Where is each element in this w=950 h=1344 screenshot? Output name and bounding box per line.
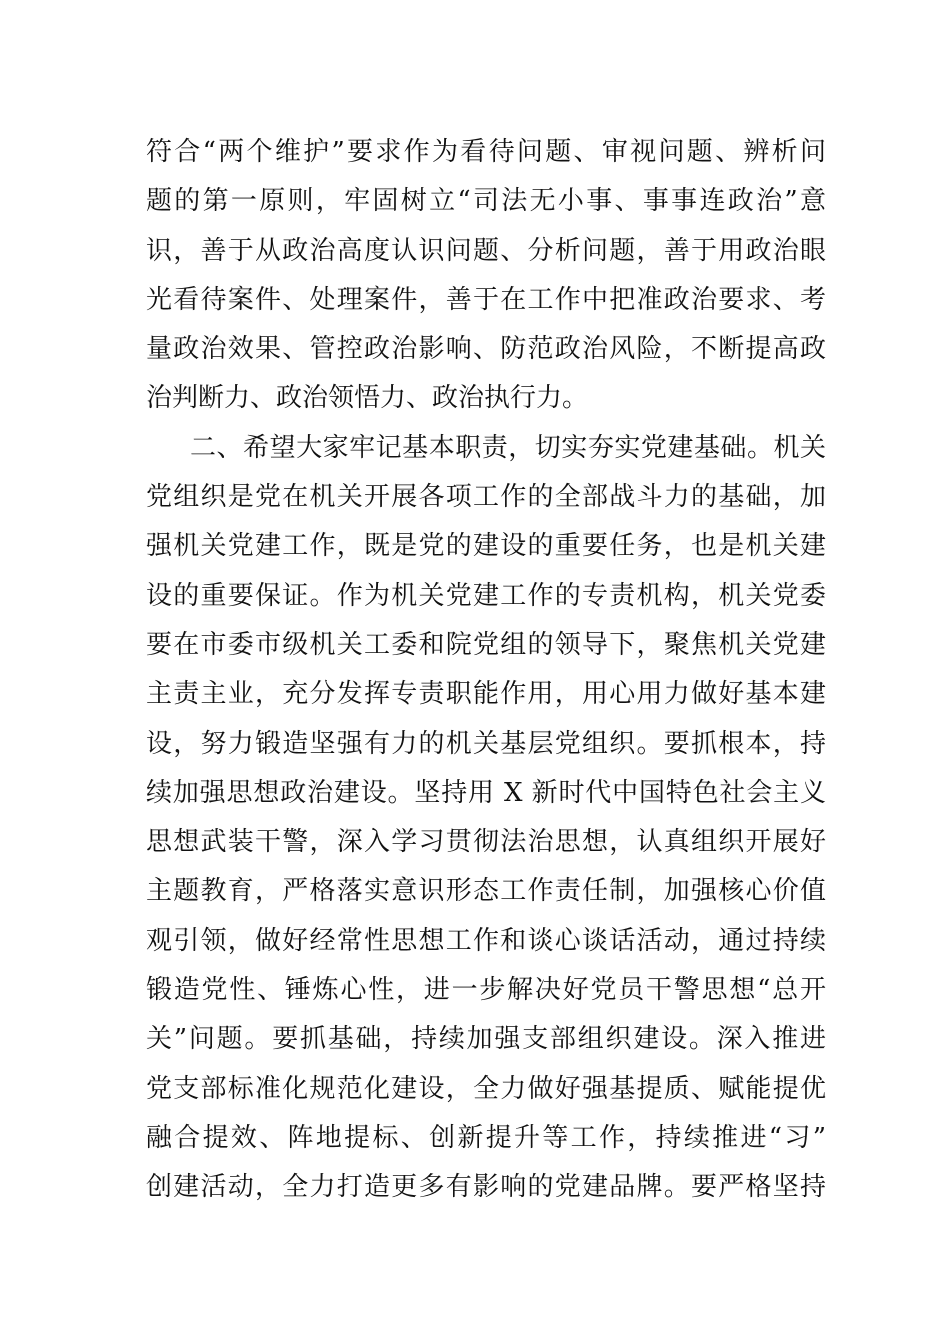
text-line: 融合提效、阵地提标、创新提升等工作，持续推进“习” [146, 1122, 826, 1153]
paragraph-start-line: 二、希望大家牢记基本职责，切实夯实党建基础。机关 [190, 432, 826, 463]
text-line: 党支部标准化规范化建设，全力做好强基提质、赋能提优 [146, 1073, 826, 1104]
text-line: 治判断力、政治领悟力、政治执行力。 [146, 383, 589, 414]
text-line: 要在市委市级机关工委和院党组的领导下，聚焦机关党建 [146, 629, 826, 660]
text-line: 光看待案件、处理案件，善于在工作中把准政治要求、考 [146, 284, 826, 315]
text-line: 思想武装干警，深入学习贯彻法治思想，认真组织开展好 [146, 827, 826, 858]
text-line: 设，努力锻造坚强有力的机关基层党组织。要抓根本，持 [146, 728, 826, 759]
text-line: 观引领，做好经常性思想工作和谈心谈话活动，通过持续 [146, 925, 826, 956]
text-line: 强机关党建工作，既是党的建设的重要任务，也是机关建 [146, 531, 826, 562]
body-text [146, 128, 826, 1213]
text-line: 党组织是党在机关开展各项工作的全部战斗力的基础，加 [146, 482, 826, 513]
text-line: 关”问题。要抓基础，持续加强支部组织建设。深入推进 [146, 1024, 826, 1055]
text-line: 续加强思想政治建设。坚持用 X 新时代中国特色社会主义 [146, 777, 826, 808]
text-line: 主责主业，充分发挥专责职能作用，用心用力做好基本建 [146, 679, 826, 710]
text-line: 主题教育，严格落实意识形态工作责任制，加强核心价值 [146, 876, 826, 907]
text-line: 识，善于从政治高度认识问题、分析问题，善于用政治眼 [146, 235, 826, 266]
text-line: 题的第一原则，牢固树立“司法无小事、事事连政治”意 [146, 186, 826, 217]
text-line: 设的重要保证。作为机关党建工作的专责机构，机关党委 [146, 580, 826, 611]
text-line: 符合“两个维护”要求作为看待问题、审视问题、辨析问 [146, 137, 826, 167]
text-line: 锻造党性、锤炼心性，进一步解决好党员干警思想“总开 [146, 975, 826, 1006]
text-line: 量政治效果、管控政治影响、防范政治风险，不断提高政 [146, 334, 826, 365]
text-line: 创建活动，全力打造更多有影响的党建品牌。要严格坚持 [146, 1172, 826, 1203]
